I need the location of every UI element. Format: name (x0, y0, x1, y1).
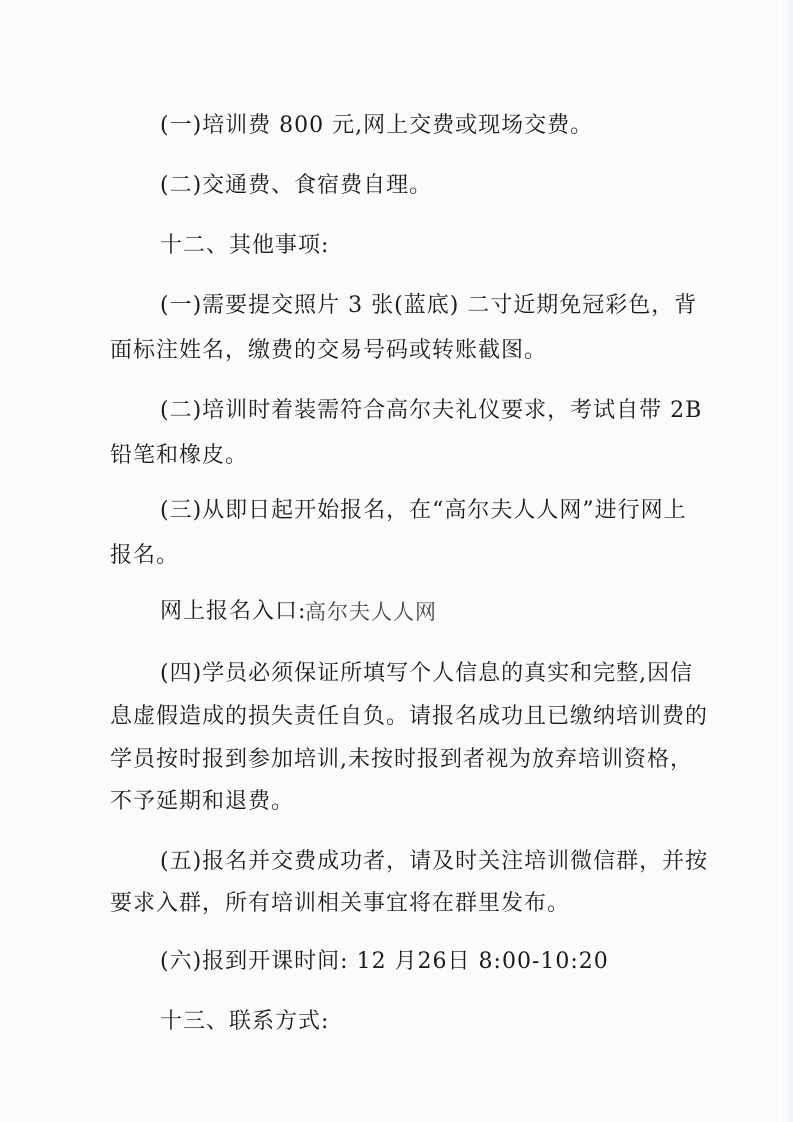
item-attire-line-2: 铅笔和橡皮。 (110, 443, 249, 468)
item-info-line-4: 不予延期和退费。 (110, 789, 295, 814)
fee-training-line: (一)培训费 800 元,网上交费或现场交费。 (160, 113, 594, 138)
item-wechat-line-2: 要求入群，所有培训相关事宜将在群里发布。 (110, 891, 571, 916)
register-entry-label: 网上报名入口: (160, 599, 307, 624)
item-info-line-2: 息虚假造成的损失责任自负。请报名成功且已缴纳培训费的 (110, 704, 709, 729)
item-photo-line-1: (一)需要提交照片 3 张(蓝底) 二寸近期免冠彩色，背 (160, 293, 698, 318)
fee-travel-line: (二)交通费、食宿费自理。 (160, 173, 433, 198)
register-entry-link[interactable]: 高尔夫人人网 (305, 600, 437, 624)
scan-edge-shadow (779, 0, 793, 1122)
section-13-heading: 十三、联系方式: (160, 1009, 330, 1034)
item-photo-line-2: 面标注姓名，缴费的交易号码或转账截图。 (110, 338, 548, 363)
item-schedule-line: (六)报到开课时间: 12 月26日 8:00-10:20 (160, 949, 609, 974)
section-12-heading: 十二、其他事项: (160, 233, 330, 258)
item-register-line-1: (三)从即日起开始报名，在“高尔夫人人网”进行网上 (160, 498, 687, 523)
item-wechat-line-1: (五)报名并交费成功者，请及时关注培训微信群，并按 (160, 849, 709, 874)
item-info-line-3: 学员按时报到参加培训,未按时报到者视为放弃培训资格， (110, 747, 693, 772)
item-register-line-2: 报名。 (110, 543, 180, 568)
item-attire-line-1: (二)培训时着装需符合高尔夫礼仪要求，考试自带 2B (160, 398, 703, 423)
item-info-line-1: (四)学员必须保证所填写个人信息的真实和完整,因信 (160, 661, 694, 686)
